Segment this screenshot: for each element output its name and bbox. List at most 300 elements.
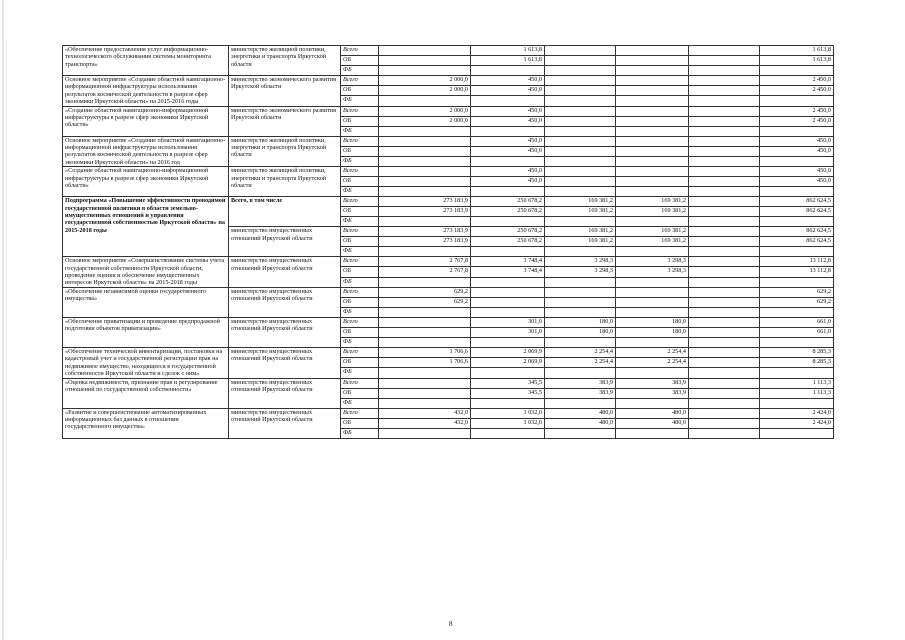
funding-source-cell: ФБ <box>341 337 379 347</box>
amount-cell <box>471 297 545 307</box>
amount-cell <box>471 96 545 106</box>
amount-cell <box>689 237 760 247</box>
total-cell: 1 113,3 <box>760 378 834 388</box>
amount-cell: 450,0 <box>471 106 545 116</box>
amount-cell <box>379 368 471 378</box>
amount-cell <box>379 167 471 177</box>
amount-cell <box>616 167 689 177</box>
total-cell: 13 112,8 <box>760 257 834 267</box>
program-name-cell: «Обеспечение предоставления услуг информационно-технологического обслуживания системы мониторинга транспорта» <box>63 46 229 76</box>
amount-cell <box>616 106 689 116</box>
amount-cell: 250 678,2 <box>471 197 545 207</box>
total-cell: 2 450,0 <box>760 116 834 126</box>
total-cell: 862 624,5 <box>760 227 834 237</box>
amount-cell: 450,0 <box>471 76 545 86</box>
funding-source-cell: Всего <box>341 378 379 388</box>
executor-cell: министерство жилищной политики, энергетики и транспорта Иркутской области <box>229 46 341 76</box>
amount-cell <box>545 297 616 307</box>
amount-cell <box>689 146 760 156</box>
amount-cell: 169 381,2 <box>545 207 616 217</box>
amount-cell <box>616 297 689 307</box>
funding-source-cell: ФБ <box>341 368 379 378</box>
amount-cell <box>471 66 545 76</box>
amount-cell <box>689 116 760 126</box>
table-row <box>63 257 834 267</box>
amount-cell: 2 767,8 <box>379 257 471 267</box>
executor-cell: министерство имущественных отношений Иркутской области <box>229 408 341 438</box>
amount-cell <box>379 96 471 106</box>
amount-cell: 345,5 <box>471 388 545 398</box>
funding-source-cell: ФБ <box>341 126 379 136</box>
amount-cell <box>616 428 689 438</box>
total-cell: 862 624,5 <box>760 237 834 247</box>
funding-source-cell: Всего <box>341 136 379 146</box>
executor-cell: министерство жилищной политики, энергетики и транспорта Иркутской области <box>229 167 341 197</box>
amount-cell: 250 678,2 <box>471 207 545 217</box>
funding-source-cell: ОБ <box>341 418 379 428</box>
amount-cell <box>379 146 471 156</box>
funding-source-cell: ФБ <box>341 307 379 317</box>
executor-cell: министерство экономического развития Иркутской области <box>229 76 341 107</box>
amount-cell <box>616 277 689 287</box>
amount-cell <box>689 287 760 297</box>
amount-cell <box>379 46 471 56</box>
program-name-cell: «Создание областной навигационно-информационной инфраструктуры в разрезе сфер экономики Иркутской области» <box>63 167 229 197</box>
executor-cell: Всего, в том числе <box>229 197 341 227</box>
table-body <box>63 46 834 439</box>
executor-cell: министерство имущественных отношений Иркутской области <box>229 378 341 408</box>
total-cell <box>760 217 834 227</box>
amount-cell <box>616 116 689 126</box>
amount-cell <box>545 187 616 197</box>
total-cell <box>760 126 834 136</box>
funding-source-cell: ФБ <box>341 66 379 76</box>
funding-source-cell: ОБ <box>341 327 379 337</box>
table-row <box>63 197 834 207</box>
amount-cell <box>689 136 760 146</box>
amount-cell <box>379 378 471 388</box>
amount-cell <box>379 317 471 327</box>
amount-cell: 2 254,4 <box>616 358 689 368</box>
program-name-cell: Подпрограмма «Повышение эффективности проводимой государственной политики в области земельно-имущественных отношений и управления государственной собственностью Иркутской области» на 2015-2018 годы <box>63 197 229 257</box>
total-cell: 450,0 <box>760 167 834 177</box>
amount-cell: 3 748,4 <box>471 257 545 267</box>
funding-source-cell: Всего <box>341 76 379 86</box>
amount-cell <box>545 428 616 438</box>
amount-cell <box>689 307 760 317</box>
amount-cell: 1 613,8 <box>471 56 545 66</box>
amount-cell <box>689 408 760 418</box>
amount-cell <box>379 337 471 347</box>
funding-source-cell: ОБ <box>341 177 379 187</box>
amount-cell: 169 381,2 <box>616 227 689 237</box>
funding-source-cell: ОБ <box>341 56 379 66</box>
amount-cell: 2 254,4 <box>545 347 616 357</box>
funding-source-cell: ОБ <box>341 116 379 126</box>
funding-source-cell: ФБ <box>341 428 379 438</box>
amount-cell: 629,2 <box>379 297 471 307</box>
amount-cell: 169 381,2 <box>545 197 616 207</box>
total-cell <box>760 157 834 167</box>
amount-cell: 1 613,8 <box>471 46 545 56</box>
funding-source-cell: Всего <box>341 167 379 177</box>
amount-cell <box>471 368 545 378</box>
funding-source-cell: ФБ <box>341 277 379 287</box>
amount-cell <box>545 307 616 317</box>
amount-cell: 1 032,0 <box>471 418 545 428</box>
amount-cell <box>545 66 616 76</box>
amount-cell: 345,5 <box>471 378 545 388</box>
total-cell: 450,0 <box>760 146 834 156</box>
amount-cell <box>471 187 545 197</box>
amount-cell: 450,0 <box>471 146 545 156</box>
amount-cell <box>379 327 471 337</box>
amount-cell <box>471 217 545 227</box>
amount-cell: 450,0 <box>471 136 545 146</box>
scan-left-shadow <box>6 40 7 560</box>
amount-cell <box>616 56 689 66</box>
amount-cell <box>689 177 760 187</box>
total-cell: 2 450,0 <box>760 86 834 96</box>
amount-cell: 3 298,3 <box>616 267 689 277</box>
amount-cell <box>545 337 616 347</box>
funding-source-cell: ФБ <box>341 247 379 257</box>
total-cell: 1 613,8 <box>760 56 834 66</box>
funding-source-cell: ОБ <box>341 358 379 368</box>
amount-cell <box>545 287 616 297</box>
table-row <box>63 347 834 357</box>
amount-cell <box>545 217 616 227</box>
amount-cell <box>689 217 760 227</box>
amount-cell <box>471 157 545 167</box>
amount-cell: 301,0 <box>471 317 545 327</box>
executor-cell: министерство жилищной политики, энергетики и транспорта Иркутской области <box>229 136 341 167</box>
amount-cell: 1 706,6 <box>379 358 471 368</box>
amount-cell <box>379 217 471 227</box>
amount-cell: 383,9 <box>616 378 689 388</box>
amount-cell <box>616 66 689 76</box>
total-cell: 2 424,0 <box>760 418 834 428</box>
amount-cell: 2 000,0 <box>379 116 471 126</box>
amount-cell <box>545 86 616 96</box>
amount-cell <box>689 327 760 337</box>
amount-cell <box>379 157 471 167</box>
table-row <box>63 287 834 297</box>
amount-cell <box>471 428 545 438</box>
total-cell: 862 624,5 <box>760 207 834 217</box>
table-row <box>63 136 834 146</box>
amount-cell <box>616 307 689 317</box>
amount-cell: 169 381,2 <box>616 207 689 217</box>
funding-source-cell: Всего <box>341 46 379 56</box>
program-name-cell: Основное мероприятие «Создание областной навигационно-информационной инфраструктуры использования результатов космической деятельности в разрезе сфер экономики Иркутской области» на 2015-2016 годы <box>63 76 229 107</box>
amount-cell <box>689 86 760 96</box>
page-number: 8 <box>449 620 453 628</box>
amount-cell: 383,9 <box>545 378 616 388</box>
amount-cell: 180,0 <box>545 317 616 327</box>
amount-cell <box>545 126 616 136</box>
amount-cell <box>545 398 616 408</box>
amount-cell: 169 381,2 <box>616 237 689 247</box>
program-name-cell: «Обеспечение приватизации и проведение предпродажной подготовки объектов приватизации» <box>63 317 229 347</box>
amount-cell: 2 000,0 <box>379 76 471 86</box>
amount-cell <box>689 126 760 136</box>
amount-cell <box>689 207 760 217</box>
amount-cell <box>471 126 545 136</box>
amount-cell <box>689 247 760 257</box>
amount-cell: 301,0 <box>471 327 545 337</box>
program-name-cell: «Создание областной навигационно-информационной инфраструктуры в разрезе сфер экономики Иркутской области» <box>63 106 229 136</box>
table-row <box>63 317 834 327</box>
funding-source-cell: ОБ <box>341 267 379 277</box>
amount-cell: 480,0 <box>616 408 689 418</box>
amount-cell: 2 000,0 <box>379 106 471 116</box>
amount-cell <box>689 96 760 106</box>
executor-cell: министерство имущественных отношений Иркутской области <box>229 227 341 257</box>
executor-cell: министерство имущественных отношений Иркутской области <box>229 287 341 317</box>
amount-cell <box>545 167 616 177</box>
total-cell <box>760 247 834 257</box>
amount-cell <box>616 287 689 297</box>
amount-cell <box>545 368 616 378</box>
amount-cell <box>616 217 689 227</box>
program-name-cell: «Оценка недвижимости, признание прав и регулирование отношений по государственной собственности» <box>63 378 229 408</box>
amount-cell <box>689 106 760 116</box>
funding-source-cell: ОБ <box>341 237 379 247</box>
table-row <box>63 167 834 177</box>
amount-cell <box>616 126 689 136</box>
amount-cell: 450,0 <box>471 116 545 126</box>
amount-cell <box>545 96 616 106</box>
amount-cell: 273 183,9 <box>379 227 471 237</box>
amount-cell: 383,9 <box>616 388 689 398</box>
amount-cell <box>689 398 760 408</box>
funding-source-cell: ОБ <box>341 207 379 217</box>
amount-cell <box>616 368 689 378</box>
total-cell: 1 113,3 <box>760 388 834 398</box>
amount-cell <box>689 277 760 287</box>
amount-cell: 2 254,4 <box>616 347 689 357</box>
funding-source-cell: ФБ <box>341 157 379 167</box>
total-cell <box>760 187 834 197</box>
amount-cell: 180,0 <box>616 317 689 327</box>
amount-cell <box>689 388 760 398</box>
executor-cell: министерство имущественных отношений Иркутской области <box>229 347 341 378</box>
budget-table <box>62 45 834 439</box>
amount-cell <box>689 197 760 207</box>
funding-source-cell: ФБ <box>341 217 379 227</box>
program-name-cell: Основное мероприятие «Совершенствование системы учета государственной собственности Иркутской области, проведение оценки и обеспечение имущественных интересов Иркутской области» на 2015-2018 годы <box>63 257 229 288</box>
funding-source-cell: ОБ <box>341 297 379 307</box>
total-cell: 2 450,0 <box>760 106 834 116</box>
amount-cell: 629,2 <box>379 287 471 297</box>
amount-cell <box>616 398 689 408</box>
amount-cell <box>689 297 760 307</box>
funding-source-cell: ФБ <box>341 96 379 106</box>
amount-cell: 169 381,2 <box>545 227 616 237</box>
amount-cell: 2 069,9 <box>471 347 545 357</box>
amount-cell <box>471 247 545 257</box>
amount-cell <box>689 56 760 66</box>
amount-cell: 3 298,3 <box>616 257 689 267</box>
amount-cell: 2 069,9 <box>471 358 545 368</box>
amount-cell <box>545 277 616 287</box>
amount-cell <box>616 337 689 347</box>
amount-cell <box>379 388 471 398</box>
amount-cell <box>689 66 760 76</box>
amount-cell: 480,0 <box>545 408 616 418</box>
scan-left-edge <box>2 0 4 640</box>
amount-cell: 2 000,0 <box>379 86 471 96</box>
total-cell: 8 285,3 <box>760 347 834 357</box>
amount-cell <box>545 76 616 86</box>
total-cell: 2 450,0 <box>760 76 834 86</box>
total-cell <box>760 277 834 287</box>
table-row <box>63 106 834 116</box>
amount-cell <box>545 247 616 257</box>
total-cell: 629,2 <box>760 287 834 297</box>
total-cell <box>760 66 834 76</box>
amount-cell <box>689 76 760 86</box>
amount-cell: 3 298,3 <box>545 257 616 267</box>
amount-cell <box>689 368 760 378</box>
amount-cell <box>616 76 689 86</box>
amount-cell <box>471 287 545 297</box>
amount-cell: 450,0 <box>471 167 545 177</box>
amount-cell <box>616 46 689 56</box>
program-name-cell: «Обеспечение технической инвентаризации, постановки на кадастровый учет и государственной регистрации прав на недвижимое имущество, находящееся в государственной собственности Иркутской области и сделок с ним» <box>63 347 229 378</box>
funding-source-cell: ОБ <box>341 146 379 156</box>
amount-cell: 432,0 <box>379 418 471 428</box>
amount-cell <box>689 337 760 347</box>
amount-cell <box>616 177 689 187</box>
amount-cell: 180,0 <box>545 327 616 337</box>
amount-cell <box>616 86 689 96</box>
amount-cell <box>379 187 471 197</box>
amount-cell: 273 183,9 <box>379 197 471 207</box>
amount-cell: 250 678,2 <box>471 227 545 237</box>
total-cell: 661,0 <box>760 327 834 337</box>
table-row <box>63 76 834 86</box>
program-name-cell: Основное мероприятие «Создание областной навигационно-информационной инфраструктуры использования результатов космической деятельности в разрезе сфер экономики Иркутской области» на 2016 год <box>63 136 229 167</box>
total-cell <box>760 368 834 378</box>
funding-source-cell: ФБ <box>341 398 379 408</box>
amount-cell: 383,9 <box>545 388 616 398</box>
amount-cell: 3 298,3 <box>545 267 616 277</box>
amount-cell: 180,0 <box>616 327 689 337</box>
amount-cell: 2 767,8 <box>379 267 471 277</box>
amount-cell: 273 183,9 <box>379 237 471 247</box>
total-cell: 450,0 <box>760 136 834 146</box>
funding-source-cell: Всего <box>341 347 379 357</box>
amount-cell <box>471 337 545 347</box>
funding-source-cell: ОБ <box>341 86 379 96</box>
amount-cell <box>379 247 471 257</box>
amount-cell: 1 706,6 <box>379 347 471 357</box>
amount-cell <box>379 66 471 76</box>
amount-cell <box>379 136 471 146</box>
amount-cell <box>545 116 616 126</box>
amount-cell <box>616 187 689 197</box>
total-cell <box>760 398 834 408</box>
executor-cell: министерство экономического развития Иркутской области <box>229 106 341 136</box>
amount-cell <box>545 146 616 156</box>
amount-cell <box>545 46 616 56</box>
amount-cell <box>545 177 616 187</box>
amount-cell <box>545 106 616 116</box>
table-row <box>63 378 834 388</box>
total-cell <box>760 337 834 347</box>
amount-cell <box>689 187 760 197</box>
executor-cell: министерство имущественных отношений Иркутской области <box>229 257 341 288</box>
program-name-cell: «Развитие и совершенствование автоматизированных информационных баз данных в отношении государственного имущества» <box>63 408 229 438</box>
total-cell: 2 424,0 <box>760 408 834 418</box>
amount-cell: 2 254,4 <box>545 358 616 368</box>
amount-cell: 273 183,9 <box>379 207 471 217</box>
funding-source-cell: Всего <box>341 106 379 116</box>
total-cell: 661,0 <box>760 317 834 327</box>
amount-cell <box>689 418 760 428</box>
amount-cell: 250 678,2 <box>471 237 545 247</box>
amount-cell <box>689 227 760 237</box>
amount-cell: 432,0 <box>379 408 471 418</box>
amount-cell <box>616 146 689 156</box>
amount-cell: 1 032,0 <box>471 408 545 418</box>
amount-cell <box>545 157 616 167</box>
amount-cell <box>689 378 760 388</box>
program-name-cell: «Обеспечение независимой оценки государственного имущества» <box>63 287 229 317</box>
amount-cell <box>689 46 760 56</box>
amount-cell <box>689 167 760 177</box>
amount-cell: 169 381,2 <box>616 197 689 207</box>
amount-cell <box>689 257 760 267</box>
funding-source-cell: Всего <box>341 287 379 297</box>
amount-cell <box>379 428 471 438</box>
amount-cell <box>471 307 545 317</box>
amount-cell: 169 381,2 <box>545 237 616 247</box>
total-cell: 8 285,3 <box>760 358 834 368</box>
amount-cell <box>379 56 471 66</box>
table-row <box>63 46 834 56</box>
amount-cell <box>379 277 471 287</box>
amount-cell <box>616 157 689 167</box>
total-cell: 862 624,5 <box>760 197 834 207</box>
amount-cell: 450,0 <box>471 86 545 96</box>
table-row <box>63 408 834 418</box>
funding-source-cell: ФБ <box>341 187 379 197</box>
amount-cell <box>379 126 471 136</box>
amount-cell <box>379 307 471 317</box>
amount-cell <box>379 177 471 187</box>
executor-cell: министерство имущественных отношений Иркутской области <box>229 317 341 347</box>
amount-cell: 480,0 <box>616 418 689 428</box>
amount-cell <box>616 96 689 106</box>
amount-cell <box>689 347 760 357</box>
amount-cell <box>545 56 616 66</box>
total-cell <box>760 96 834 106</box>
funding-source-cell: Всего <box>341 257 379 267</box>
amount-cell <box>379 398 471 408</box>
amount-cell: 3 748,4 <box>471 267 545 277</box>
amount-cell <box>471 398 545 408</box>
amount-cell <box>471 277 545 287</box>
amount-cell <box>545 136 616 146</box>
amount-cell <box>689 317 760 327</box>
funding-source-cell: Всего <box>341 227 379 237</box>
total-cell <box>760 307 834 317</box>
funding-source-cell: ОБ <box>341 388 379 398</box>
amount-cell <box>616 136 689 146</box>
